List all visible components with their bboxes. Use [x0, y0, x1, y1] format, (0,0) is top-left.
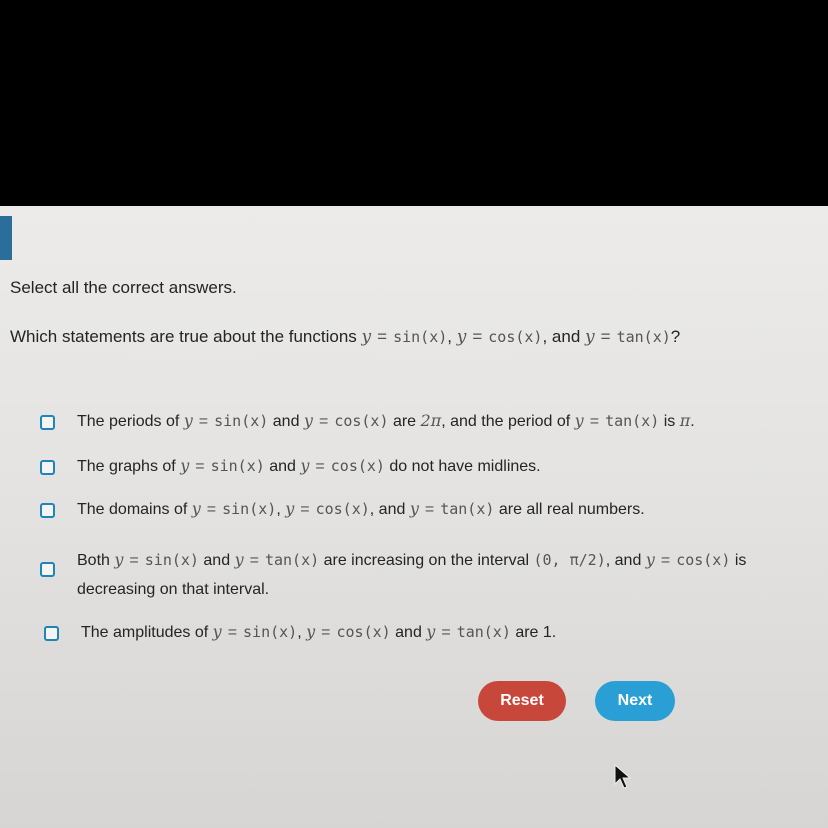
text: do not have midlines. [389, 458, 541, 475]
math-var: y [234, 550, 244, 569]
math-var: y [180, 456, 190, 475]
option-2[interactable] [40, 457, 541, 481]
question-var-2: y [456, 327, 467, 347]
math-fn: sin(x) [210, 457, 265, 475]
text: are all real numbers. [498, 501, 645, 518]
question-prefix: Which statements are true about the functions [10, 327, 357, 346]
option-4-label [77, 545, 746, 604]
text: , and [369, 501, 406, 518]
option-4-line-1: Both y = sin(x) and y = tan(x) are increasing on the interval (0, π/2), and y = cos(x) is [77, 550, 747, 569]
math-var: y [306, 622, 316, 641]
option-5[interactable] [44, 623, 556, 647]
question-and: and [551, 327, 581, 346]
next-button[interactable]: Next [595, 681, 675, 721]
math-var: y [191, 499, 201, 518]
option-1[interactable] [40, 412, 695, 436]
question-fn-2: cos(x) [488, 328, 543, 346]
text: and [203, 552, 231, 569]
question-fn-1: sin(x) [393, 328, 448, 346]
math-var: y [409, 499, 419, 518]
mouse-cursor-icon [614, 764, 632, 790]
math-var: y [426, 622, 436, 641]
text: and [269, 458, 296, 475]
text: are [392, 413, 417, 430]
math-fn: sin(x) [222, 500, 277, 518]
option-1-checkbox[interactable] [40, 415, 55, 430]
math-fn: tan(x) [456, 623, 511, 641]
text: The graphs of [77, 458, 176, 475]
option-3-label: The domains of y = sin(x), y = cos(x), and y = tan(x) are all real numbers. [77, 499, 645, 518]
text: The periods of [77, 413, 180, 430]
text: are 1. [515, 624, 557, 641]
question-var-3: y [585, 327, 595, 347]
question-var-1: y [361, 327, 372, 347]
question-fn-3: tan(x) [616, 328, 671, 346]
math-fn: cos(x) [334, 412, 389, 430]
math-var: y [114, 550, 124, 569]
text: The amplitudes of [81, 624, 209, 641]
math-interval: (0, π/2) [533, 551, 606, 569]
math-fn: cos(x) [676, 551, 731, 569]
math-const: π [679, 411, 691, 430]
option-5-label: The amplitudes of y = sin(x), y = cos(x) and y = tan(x) are 1. [81, 622, 557, 641]
option-3[interactable] [40, 500, 645, 524]
option-4-line-2: decreasing on that interval. [77, 581, 270, 598]
math-fn: cos(x) [330, 457, 385, 475]
math-var: y [300, 456, 310, 475]
text: , and [605, 552, 642, 569]
option-2-label: The graphs of y = sin(x) and y = cos(x) do not have midlines. [77, 456, 541, 475]
text: , and the period of [441, 413, 571, 430]
math-var: y [212, 622, 222, 641]
option-1-label: The periods of y = sin(x) and y = cos(x) are 2π, and the period of y = tan(x) is π. [77, 411, 695, 430]
question-end: ? [670, 327, 681, 346]
math-fn: sin(x) [144, 551, 199, 569]
math-var: y [574, 411, 584, 430]
question-text: Which statements are true about the functions y = sin(x), y = cos(x), and y = tan(x)? [10, 327, 681, 347]
math-fn: tan(x) [440, 500, 495, 518]
text: is [734, 552, 747, 569]
math-fn: sin(x) [214, 412, 269, 430]
option-4-checkbox[interactable] [40, 562, 55, 577]
math-var: y [303, 411, 313, 430]
text: and [395, 624, 422, 641]
math-fn: tan(x) [264, 551, 320, 569]
math-var: y [183, 411, 193, 430]
side-tab[interactable] [0, 216, 12, 260]
math-fn: cos(x) [315, 500, 370, 518]
instruction-text: Select all the correct answers. [10, 278, 237, 297]
math-fn: cos(x) [336, 623, 391, 641]
quiz-screen [0, 206, 828, 828]
text: is [663, 413, 676, 430]
option-2-checkbox[interactable] [40, 460, 55, 475]
math-var: y [645, 550, 655, 569]
math-fn: tan(x) [605, 412, 660, 430]
text: The domains of [77, 501, 188, 518]
text: and [272, 413, 300, 430]
math-fn: sin(x) [243, 623, 298, 641]
text: Both [77, 552, 110, 569]
reset-button[interactable]: Reset [478, 681, 566, 721]
text: are increasing on the interval [323, 552, 530, 569]
math-const: 2π [420, 411, 442, 430]
text: . [690, 413, 695, 430]
option-5-checkbox[interactable] [44, 626, 59, 641]
math-var: y [285, 499, 295, 518]
option-3-checkbox[interactable] [40, 503, 55, 518]
option-4[interactable] [40, 550, 746, 604]
